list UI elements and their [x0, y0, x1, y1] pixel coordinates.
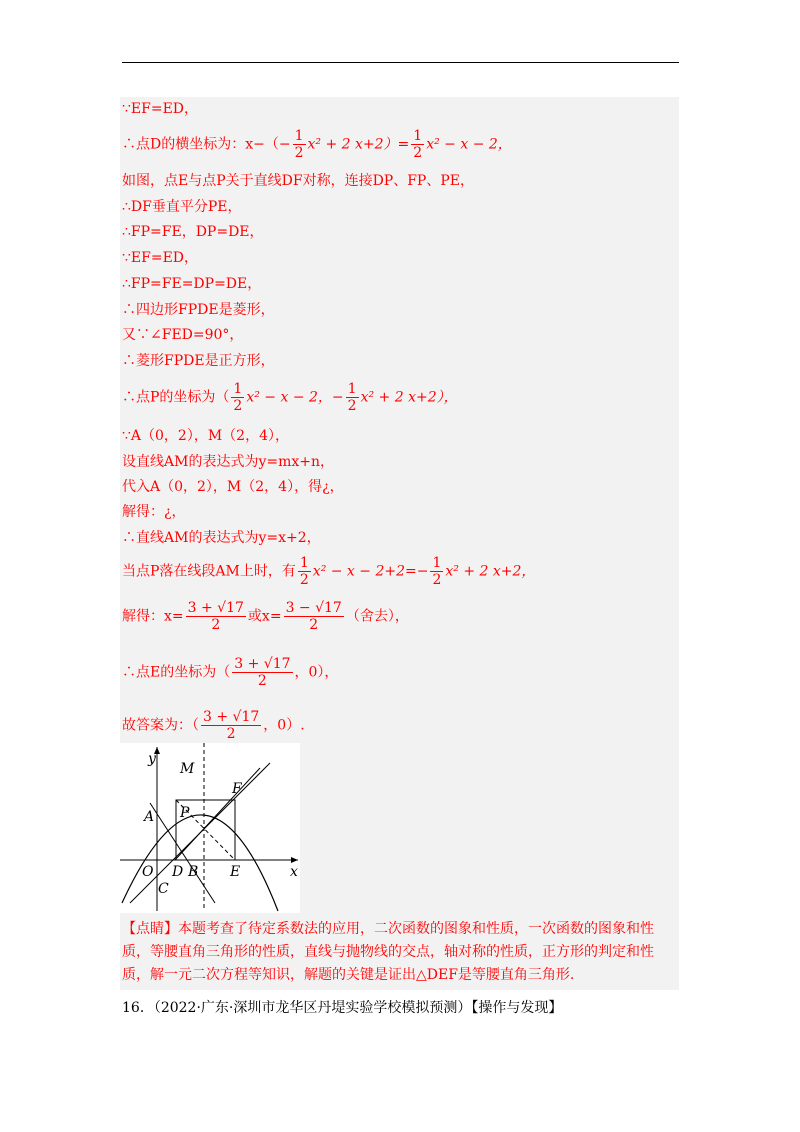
line-8: ∴四边形FPDE是菱形，: [122, 302, 275, 318]
graph-label-x: x: [290, 864, 298, 880]
line-9: 又∵∠FED=90°，: [122, 327, 244, 343]
line-13: 设直线AM的表达式为y=mx+n，: [122, 454, 335, 470]
key-point-note: 【点睛】本题考查了待定系数法的应用，二次函数的图象和性质，一次函数的图象和性质，等腰直角三角形的性质，直线与抛物线的交点，轴对称的性质，正方形的判定和性质，解一元二次方程等知识，解题的关键是证出△DEF是等腰直角三角形.: [122, 921, 654, 983]
graph-label-f: F: [232, 781, 242, 797]
question-16-heading: 16．（2022·广东·深圳市龙华区丹堤实验学校模拟预测）【操作与发现】: [122, 1000, 563, 1016]
graph-label-y: y: [148, 751, 156, 767]
line-19-prefix: ∴点E的坐标为（: [122, 664, 231, 681]
line-19-end: ，0），: [294, 664, 339, 681]
graph-label-m: M: [180, 761, 195, 777]
line-18-mid: 或x=: [247, 608, 282, 625]
fraction-half: $\frac{1}{2}$: [347, 381, 357, 414]
line-18-prefix: 解得：x=: [122, 608, 184, 625]
function-graph-figure: [120, 743, 300, 913]
line-15: 解得：¿，: [122, 504, 186, 520]
fraction-half: $\frac{1}{2}$: [413, 128, 423, 161]
line-5: ∴FP=FE，DP=DE，: [122, 224, 264, 240]
fraction-root-plus: $\frac{3 + √17}{2}$: [203, 709, 260, 742]
graph-svg: [120, 743, 300, 913]
line-11: [122, 381, 458, 414]
line-7: ∴FP=FE=DP=DE，: [122, 276, 262, 292]
line-2: [122, 128, 512, 161]
fraction-root-minus: $\frac{3 - √17}{2}$: [285, 600, 342, 633]
line-10: ∴菱形FPDE是正方形，: [122, 353, 275, 369]
line-20-end: ，0）.: [263, 717, 305, 734]
parabola: [122, 815, 278, 911]
fraction-half: $\frac{1}{2}$: [299, 555, 309, 588]
line-2-mid1: x² + 2 x+2）=: [307, 136, 410, 153]
graph-label-a: A: [144, 809, 155, 825]
line-11-prefix: ∴点P的坐标为（: [122, 389, 230, 406]
line-11-end: x² + 2 x+2），: [360, 389, 458, 406]
line-20-prefix: 故答案为：（: [122, 717, 199, 734]
line-17-mid: x² − x − 2+2=−: [312, 563, 429, 580]
fraction-root-plus: $\frac{3 + √17}{2}$: [187, 600, 244, 633]
graph-label-o: O: [142, 864, 154, 880]
line-6: ∵EF=ED，: [122, 250, 199, 266]
fraction-root-plus: $\frac{3 + √17}{2}$: [234, 656, 291, 689]
graph-label-e: E: [230, 864, 241, 880]
line-16: ∴直线AM的表达式为y=x+2，: [122, 530, 321, 546]
line-17: [122, 555, 535, 588]
graph-label-b: B: [188, 864, 199, 880]
graph-label-c: C: [158, 881, 169, 897]
line-17-prefix: 当点P落在线段AM上时，有: [122, 563, 296, 580]
line-11-mid: x² − x − 2，−: [246, 389, 344, 406]
header-rule: [122, 62, 679, 63]
line-18-end: （舍去），: [345, 608, 409, 625]
line-2-prefix: ∴点D的横坐标为：x−（−: [122, 136, 291, 153]
fraction-half: $\frac{1}{2}$: [432, 555, 442, 588]
x-axis-arrow: [291, 857, 298, 863]
line-18: [122, 600, 409, 633]
line-14: 代入A（0，2），M（2，4），得¿，: [122, 479, 344, 495]
line-2-mid2: x² − x − 2，: [426, 136, 512, 153]
graph-label-p: P: [180, 805, 190, 821]
line-3: 如图，点E与点P关于直线DF对称，连接DP、FP、PE，: [122, 173, 474, 189]
line-1: ∵EF=ED，: [122, 101, 199, 117]
line-12: ∵A（0，2），M（2，4），: [122, 428, 289, 444]
line-17-end: x² + 2 x+2，: [445, 563, 536, 580]
line-20: [122, 709, 305, 742]
graph-label-d: D: [172, 864, 184, 880]
fraction-half: $\frac{1}{2}$: [294, 128, 304, 161]
line-4: ∴DF垂直平分PE，: [122, 199, 242, 215]
fraction-half: $\frac{1}{2}$: [233, 381, 243, 414]
line-19: [122, 656, 338, 689]
